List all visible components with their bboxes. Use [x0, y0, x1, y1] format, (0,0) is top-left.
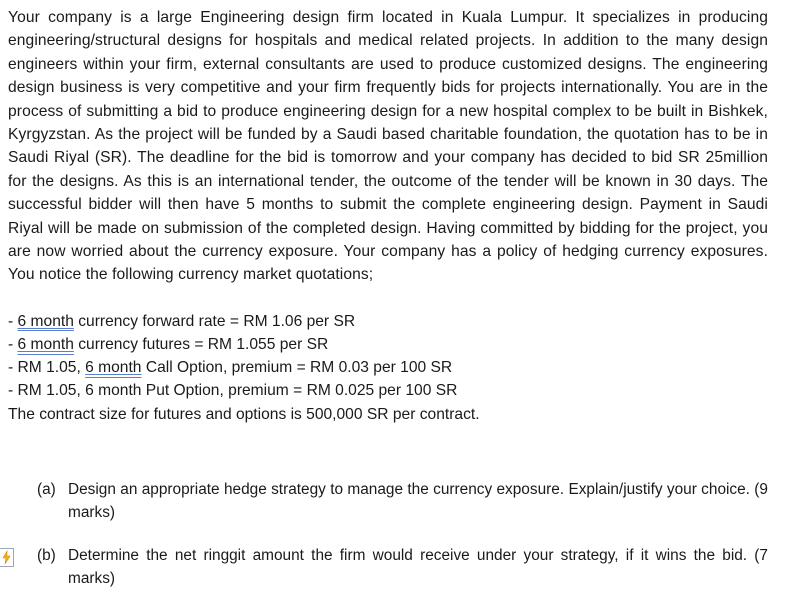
question-list	[37, 478, 768, 610]
question-label: (b)	[37, 547, 56, 564]
quote-underlined-term: 6 month	[17, 312, 74, 330]
document-body	[8, 6, 768, 426]
case-paragraph: Your company is a large Engineering design firm located in Kuala Lumpur. It specializes in producing engineering/structural designs for hospitals and medical related projects. In addition to the many design engineers within your firm, external consultants are used to produce customized designs. The engineering design business is very competitive and your firm frequently bids for projects internationally. You are in the process of submitting a bid to produce engineering design for a new hospital complex to be built in Bishkek, Kyrgyzstan. As the project will be funded by a Saudi based charitable foundation, the quotation has to be in Saudi Riyal (SR). The deadline for the bid is tomorrow and your company has decided to bid SR 25million for the designs. As this is an international tender, the outcome of the tender will be known in 30 days. The successful bidder will then have 5 months to submit the complete engineering design. Payment in Saudi Riyal will be made on submission of the completed design. Having committed by bidding for the project, you are now worried about the currency exposure. Your company has a policy of hedging currency exposures. You notice the following currency market quotations;	[8, 9, 768, 284]
question-a	[37, 478, 768, 524]
quote-item	[8, 310, 768, 333]
question-b	[37, 544, 768, 590]
quote-prefix: -	[8, 336, 18, 354]
question-label: (a)	[37, 481, 56, 498]
quote-item	[8, 333, 768, 356]
quote-prefix: - RM 1.05,	[8, 359, 86, 377]
contract-note: The contract size for futures and options is 500,000 SR per contract.	[8, 405, 480, 423]
quotation-list	[8, 310, 768, 426]
quote-suffix: currency forward rate = RM 1.06 per SR	[73, 312, 356, 330]
quote-underlined-term: 6 month	[85, 359, 142, 377]
lightning-action-icon[interactable]	[0, 548, 14, 567]
quote-underlined-term: 6 month	[17, 336, 74, 354]
quote-prefix: -	[8, 312, 18, 330]
quote-suffix: Call Option, premium = RM 0.03 per 100 SR	[141, 359, 453, 377]
quote-prefix: - RM 1.05, 6 month Put Option, premium = RM 0.025 per 100 SR	[8, 382, 458, 400]
quote-item	[8, 379, 768, 402]
question-text: Design an appropriate hedge strategy to manage the currency exposure. Explain/justify your choice. (9 marks)	[68, 481, 768, 521]
quote-item	[8, 356, 768, 379]
question-text: Determine the net ringgit amount the firm would receive under your strategy, if it wins the bid. (7 marks)	[68, 547, 768, 587]
quote-suffix: currency futures = RM 1.055 per SR	[73, 336, 329, 354]
